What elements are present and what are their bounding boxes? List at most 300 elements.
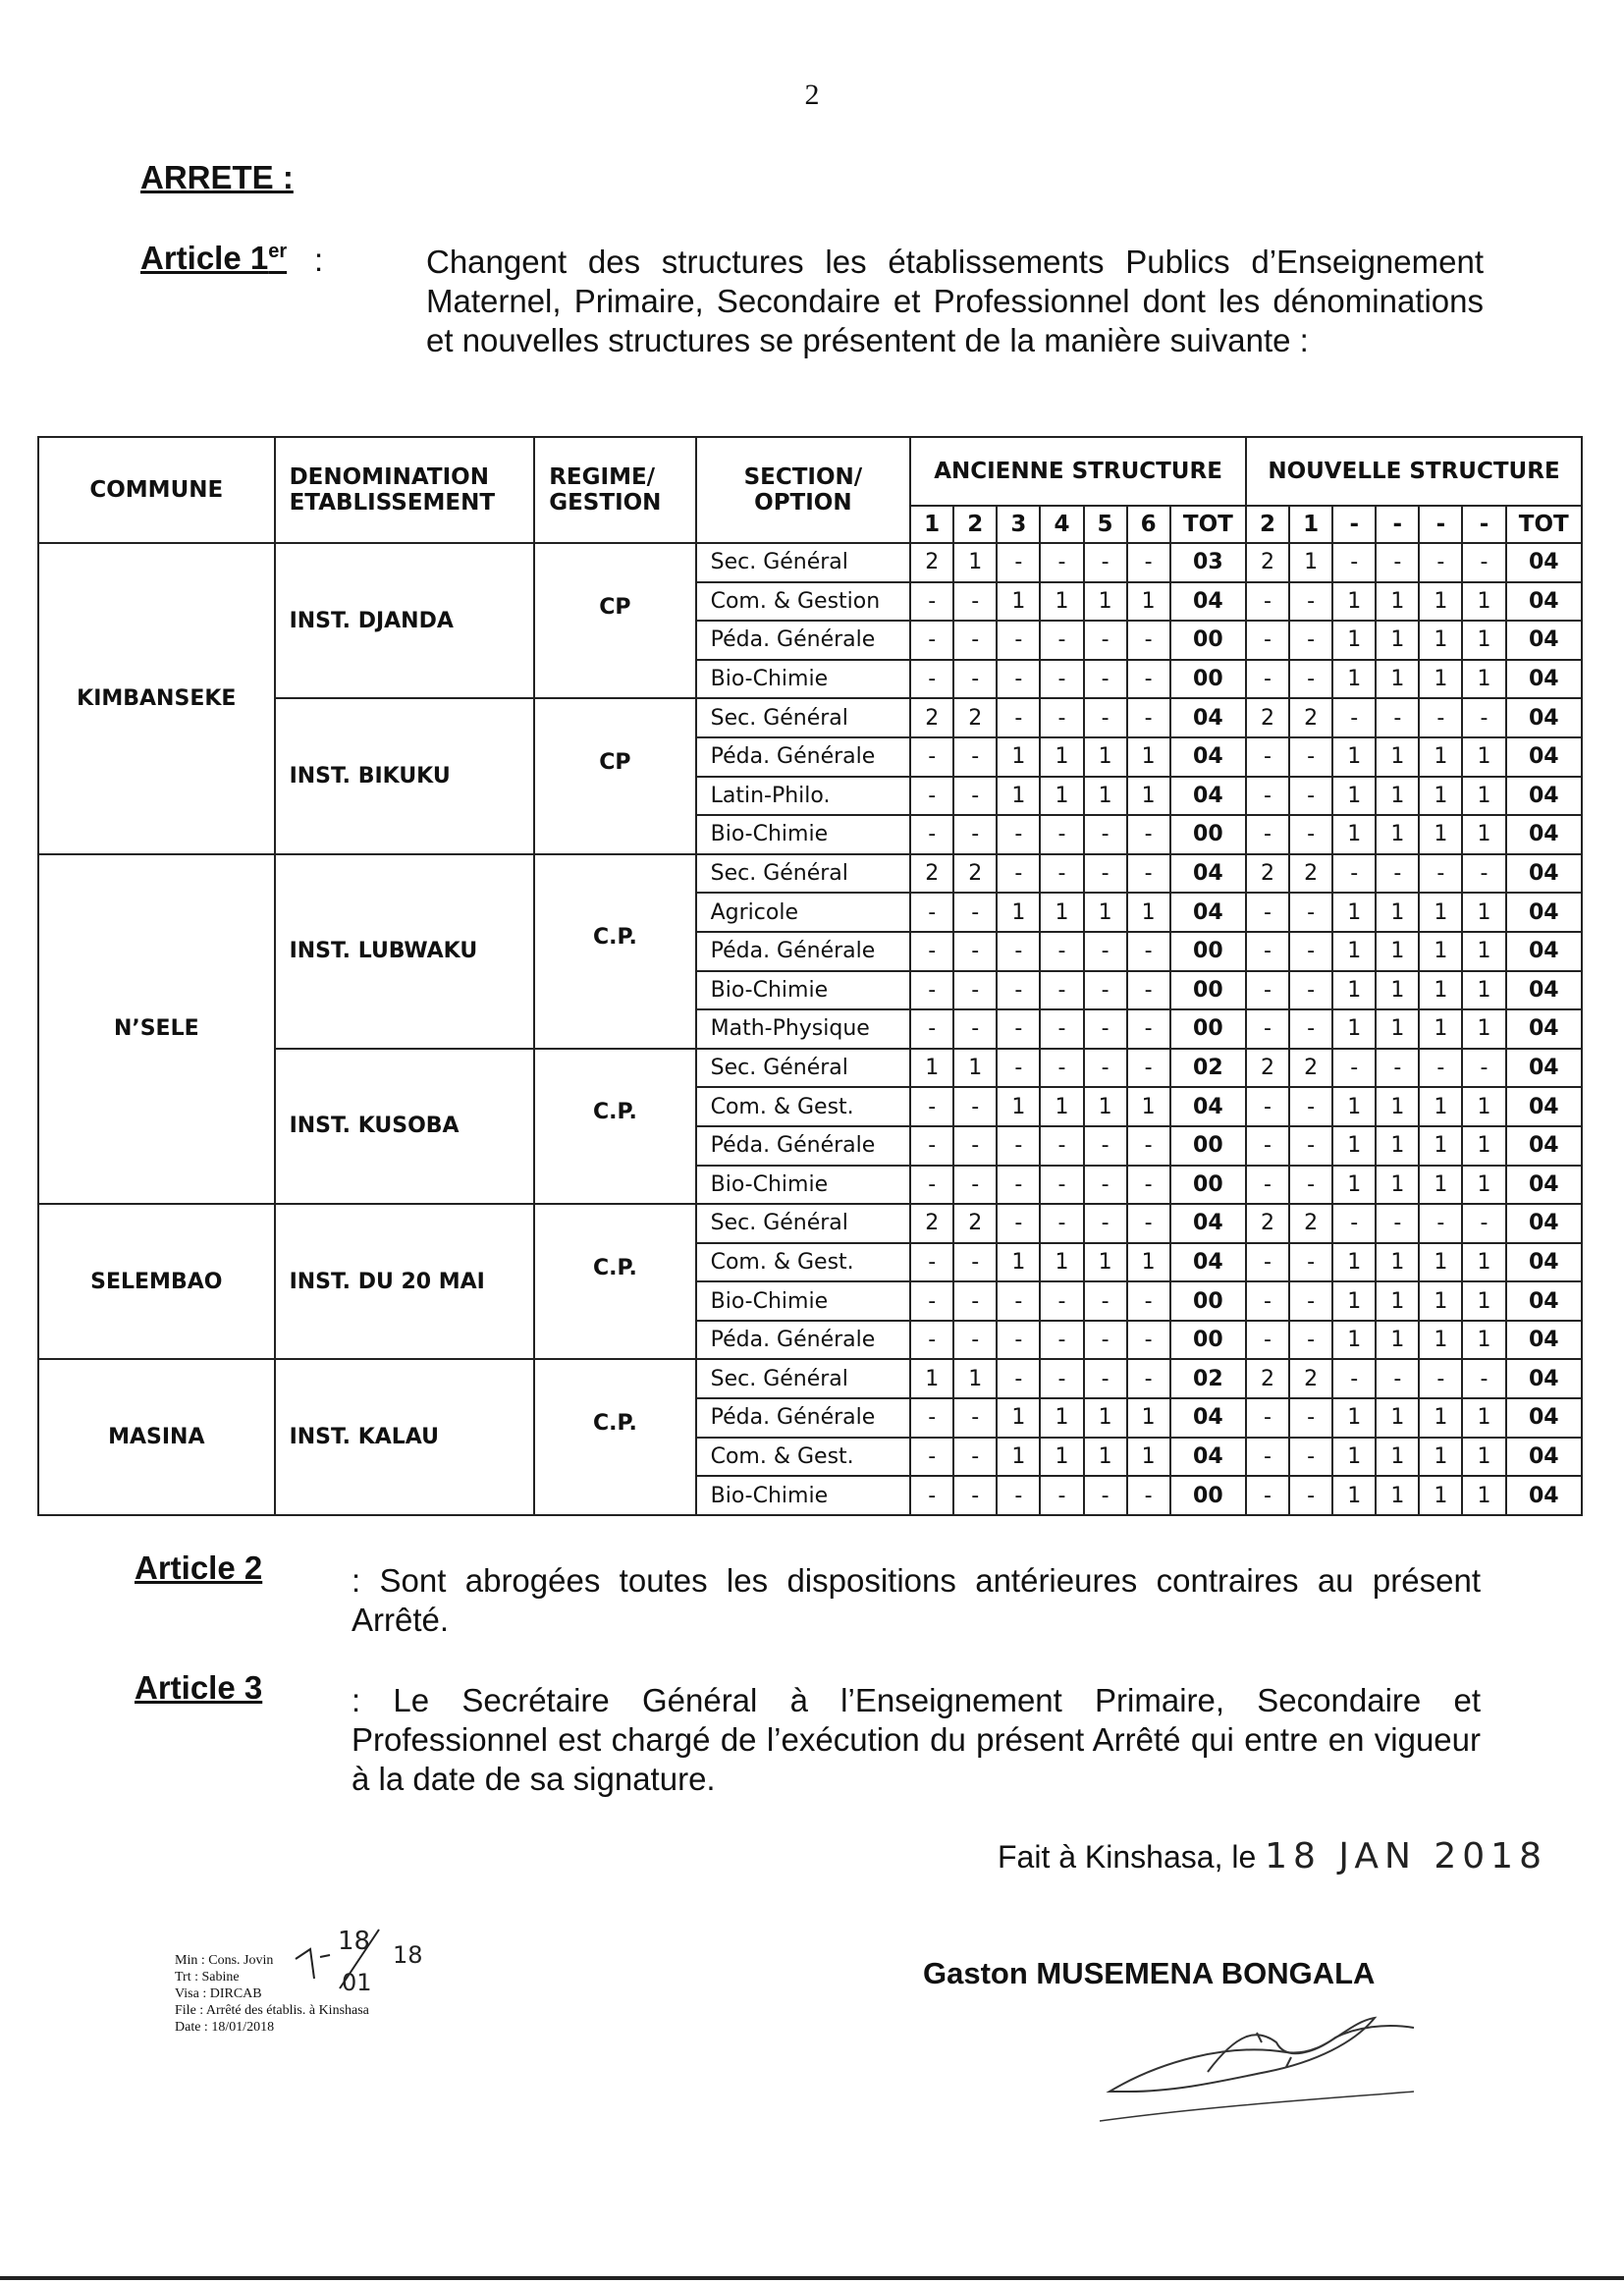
nouvelle-value-cell: 1	[1376, 1321, 1419, 1360]
nouvelle-value-cell: 1	[1419, 1166, 1462, 1205]
nouvelle-value-cell: 1	[1462, 971, 1505, 1010]
option-cell: Bio-Chimie	[696, 971, 911, 1010]
table-body	[38, 543, 1582, 1515]
ancienne-value-cell: -	[1040, 971, 1083, 1010]
ancienne-value-cell: -	[953, 660, 997, 699]
header-regime-line2: GESTION	[549, 490, 662, 516]
table-row	[38, 854, 1582, 894]
nouvelle-value-cell: -	[1419, 1049, 1462, 1088]
ancienne-value-cell: 1	[1084, 893, 1127, 932]
option-cell: Péda. Générale	[696, 1321, 911, 1360]
option-cell: Sec. Général	[696, 1049, 911, 1088]
ancienne-value-cell: 2	[953, 854, 997, 894]
option-cell: Bio-Chimie	[696, 660, 911, 699]
nouvelle-value-cell: 04	[1506, 971, 1582, 1010]
subheader-nouvelle-col: 2	[1246, 506, 1289, 543]
nouvelle-value-cell: -	[1246, 1398, 1289, 1438]
option-cell: Péda. Générale	[696, 621, 911, 660]
ancienne-value-cell: -	[1084, 971, 1127, 1010]
ancienne-value-cell: 1	[910, 1049, 953, 1088]
nouvelle-value-cell: 1	[1419, 1438, 1462, 1477]
nouvelle-value-cell: 1	[1462, 1087, 1505, 1126]
nouvelle-value-cell: 1	[1419, 1281, 1462, 1321]
nouvelle-value-cell: -	[1246, 1243, 1289, 1282]
ancienne-value-cell: -	[1127, 1281, 1170, 1321]
nouvelle-value-cell: 04	[1506, 1049, 1582, 1088]
ancienne-value-cell: 1	[953, 1049, 997, 1088]
file-info-line: Trt : Sabine	[175, 1970, 240, 1985]
nouvelle-value-cell: -	[1332, 1049, 1376, 1088]
ancienne-value-cell: -	[1127, 660, 1170, 699]
nouvelle-value-cell: 1	[1419, 893, 1462, 932]
nouvelle-value-cell: 1	[1419, 660, 1462, 699]
ancienne-value-cell: -	[997, 971, 1040, 1010]
nouvelle-value-cell: 1	[1332, 815, 1376, 854]
ancienne-value-cell: -	[997, 698, 1040, 737]
nouvelle-value-cell: 04	[1506, 1126, 1582, 1166]
ancienne-value-cell: -	[1127, 971, 1170, 1010]
regime-label: CP	[599, 750, 631, 776]
nouvelle-value-cell: 04	[1506, 543, 1582, 582]
ancienne-value-cell: 1	[997, 1438, 1040, 1477]
ancienne-value-cell: 00	[1170, 1126, 1246, 1166]
ancienne-value-cell: -	[910, 582, 953, 622]
ancienne-value-cell: 1	[1040, 737, 1083, 777]
nouvelle-value-cell: -	[1246, 815, 1289, 854]
regime-cell	[534, 543, 695, 698]
ancienne-value-cell: 04	[1170, 698, 1246, 737]
ancienne-value-cell: -	[1040, 1204, 1083, 1243]
nouvelle-value-cell: 1	[1462, 1126, 1505, 1166]
regime-cell	[534, 1049, 695, 1204]
ancienne-value-cell: -	[910, 1281, 953, 1321]
ancienne-value-cell: 04	[1170, 1204, 1246, 1243]
ancienne-value-cell: 1	[1040, 777, 1083, 816]
nouvelle-value-cell: -	[1246, 1438, 1289, 1477]
ancienne-value-cell: -	[1040, 1049, 1083, 1088]
ancienne-value-cell: 1	[1127, 893, 1170, 932]
nouvelle-value-cell: 2	[1289, 1049, 1332, 1088]
svg-text:18: 18	[393, 1941, 423, 1969]
nouvelle-value-cell: 2	[1289, 1359, 1332, 1398]
ancienne-value-cell: -	[997, 660, 1040, 699]
ancienne-value-cell: -	[997, 543, 1040, 582]
ancienne-value-cell: 00	[1170, 1166, 1246, 1205]
nouvelle-value-cell: -	[1246, 1166, 1289, 1205]
article1-colon: :	[314, 242, 324, 278]
ancienne-value-cell: 1	[1040, 893, 1083, 932]
regime-cell	[534, 854, 695, 1049]
ancienne-value-cell: -	[953, 815, 997, 854]
ancienne-value-cell: 1	[1127, 737, 1170, 777]
option-cell: Sec. Général	[696, 698, 911, 737]
ancienne-value-cell: -	[953, 932, 997, 971]
article1-label-text: Article 1	[140, 240, 269, 276]
ancienne-value-cell: -	[1127, 621, 1170, 660]
nouvelle-value-cell: 1	[1462, 1009, 1505, 1049]
ancienne-value-cell: -	[1040, 543, 1083, 582]
ancienne-value-cell: 04	[1170, 777, 1246, 816]
nouvelle-value-cell: -	[1246, 1126, 1289, 1166]
ancienne-value-cell: -	[1040, 1009, 1083, 1049]
nouvelle-value-cell: -	[1376, 1049, 1419, 1088]
nouvelle-value-cell: 04	[1506, 1166, 1582, 1205]
nouvelle-value-cell: 1	[1376, 1398, 1419, 1438]
nouvelle-value-cell: 1	[1462, 1281, 1505, 1321]
ancienne-value-cell: -	[997, 1049, 1040, 1088]
nouvelle-value-cell: 2	[1246, 698, 1289, 737]
commune-cell: KIMBANSEKE	[38, 543, 275, 854]
ancienne-value-cell: 04	[1170, 1438, 1246, 1477]
ancienne-value-cell: 1	[953, 1359, 997, 1398]
document-heading: ARRETE :	[140, 159, 294, 195]
option-cell: Com. & Gestion	[696, 582, 911, 622]
nouvelle-value-cell: -	[1246, 1281, 1289, 1321]
svg-text:01: 01	[342, 1969, 372, 1996]
ancienne-value-cell: -	[1040, 660, 1083, 699]
ancienne-value-cell: -	[997, 1359, 1040, 1398]
option-cell: Com. & Gest.	[696, 1243, 911, 1282]
nouvelle-value-cell: -	[1289, 1321, 1332, 1360]
regime-label: C.P.	[592, 925, 637, 951]
nouvelle-value-cell: -	[1289, 1087, 1332, 1126]
nouvelle-value-cell: 1	[1462, 1166, 1505, 1205]
ancienne-value-cell: 1	[1127, 777, 1170, 816]
ancienne-value-cell: 00	[1170, 1321, 1246, 1360]
ancienne-value-cell: -	[953, 1009, 997, 1049]
nouvelle-value-cell: 1	[1376, 893, 1419, 932]
handwritten-date-stamp: 18 JAN 2018	[1265, 1836, 1547, 1876]
nouvelle-value-cell: 1	[1376, 1166, 1419, 1205]
option-cell: Sec. Général	[696, 854, 911, 894]
ancienne-value-cell: 00	[1170, 1281, 1246, 1321]
header-ancienne: ANCIENNE STRUCTURE	[910, 437, 1246, 506]
ancienne-value-cell: -	[1084, 1166, 1127, 1205]
nouvelle-value-cell: -	[1289, 932, 1332, 971]
nouvelle-value-cell: 1	[1376, 660, 1419, 699]
nouvelle-value-cell: 2	[1289, 698, 1332, 737]
nouvelle-value-cell: 1	[1462, 1243, 1505, 1282]
nouvelle-value-cell: 1	[1332, 1321, 1376, 1360]
nouvelle-value-cell: 1	[1419, 1009, 1462, 1049]
subheader-ancienne-col: TOT	[1170, 506, 1246, 543]
nouvelle-value-cell: -	[1376, 543, 1419, 582]
ancienne-value-cell: -	[1084, 932, 1127, 971]
nouvelle-value-cell: -	[1246, 660, 1289, 699]
ancienne-value-cell: -	[1084, 854, 1127, 894]
ancienne-value-cell: -	[1084, 815, 1127, 854]
ancienne-value-cell: -	[1040, 1281, 1083, 1321]
signatory-name: Gaston MUSEMENA BONGALA	[923, 1956, 1376, 1990]
header-section	[696, 437, 911, 543]
nouvelle-value-cell: 1	[1419, 1476, 1462, 1515]
option-cell: Péda. Générale	[696, 1398, 911, 1438]
nouvelle-value-cell: -	[1289, 582, 1332, 622]
header-section-line2: OPTION	[754, 490, 852, 516]
ancienne-value-cell: -	[953, 1166, 997, 1205]
ancienne-value-cell: 02	[1170, 1359, 1246, 1398]
subheader-ancienne-col: 3	[997, 506, 1040, 543]
ancienne-value-cell: -	[1127, 698, 1170, 737]
option-cell: Bio-Chimie	[696, 1476, 911, 1515]
ancienne-value-cell: -	[953, 1281, 997, 1321]
ancienne-value-cell: -	[910, 1126, 953, 1166]
ancienne-value-cell: -	[1040, 1359, 1083, 1398]
ancienne-value-cell: 00	[1170, 932, 1246, 971]
ancienne-value-cell: -	[910, 1243, 953, 1282]
nouvelle-value-cell: 1	[1419, 1398, 1462, 1438]
nouvelle-value-cell: -	[1246, 737, 1289, 777]
ancienne-value-cell: -	[1084, 1009, 1127, 1049]
ancienne-value-cell: -	[910, 932, 953, 971]
ancienne-value-cell: -	[910, 737, 953, 777]
ancienne-value-cell: -	[997, 932, 1040, 971]
subheader-nouvelle-col: TOT	[1506, 506, 1582, 543]
nouvelle-value-cell: -	[1289, 1126, 1332, 1166]
ancienne-value-cell: -	[1127, 932, 1170, 971]
ancienne-value-cell: -	[1084, 621, 1127, 660]
ancienne-value-cell: 1	[1040, 1398, 1083, 1438]
ancienne-value-cell: -	[1084, 1049, 1127, 1088]
ancienne-value-cell: -	[1040, 1166, 1083, 1205]
nouvelle-value-cell: 04	[1506, 893, 1582, 932]
nouvelle-value-cell: -	[1332, 1204, 1376, 1243]
nouvelle-value-cell: -	[1462, 543, 1505, 582]
nouvelle-value-cell: 1	[1462, 777, 1505, 816]
ancienne-value-cell: 2	[953, 698, 997, 737]
regime-cell	[534, 1204, 695, 1359]
nouvelle-value-cell: -	[1246, 971, 1289, 1010]
subheader-ancienne-col: 2	[953, 506, 997, 543]
article1-label-sup: er	[268, 241, 288, 262]
table-row	[38, 1359, 1582, 1398]
page-number: 2	[804, 79, 820, 111]
ancienne-value-cell: -	[997, 815, 1040, 854]
option-cell: Bio-Chimie	[696, 815, 911, 854]
ancienne-value-cell: 1	[1127, 1438, 1170, 1477]
nouvelle-value-cell: -	[1289, 621, 1332, 660]
regime-cell	[534, 1359, 695, 1514]
ancienne-value-cell: -	[1084, 1321, 1127, 1360]
nouvelle-value-cell: 04	[1506, 1243, 1582, 1282]
header-denomination-line1: DENOMINATION	[289, 464, 489, 490]
ancienne-value-cell: 04	[1170, 1087, 1246, 1126]
nouvelle-value-cell: 04	[1506, 660, 1582, 699]
subheader-ancienne-col: 1	[910, 506, 953, 543]
ancienne-value-cell: 04	[1170, 1398, 1246, 1438]
nouvelle-value-cell: 1	[1332, 1438, 1376, 1477]
ancienne-value-cell: 1	[953, 543, 997, 582]
establishment-cell: INST. LUBWAKU	[275, 854, 535, 1049]
nouvelle-value-cell: 1	[1376, 1438, 1419, 1477]
ancienne-value-cell: 1	[997, 893, 1040, 932]
nouvelle-value-cell: 1	[1462, 815, 1505, 854]
ancienne-value-cell: 2	[910, 1204, 953, 1243]
option-cell: Com. & Gest.	[696, 1087, 911, 1126]
nouvelle-value-cell: 1	[1462, 932, 1505, 971]
option-cell: Sec. Général	[696, 1204, 911, 1243]
nouvelle-value-cell: 2	[1246, 543, 1289, 582]
ancienne-value-cell: -	[953, 777, 997, 816]
ancienne-value-cell: -	[1040, 698, 1083, 737]
option-cell: Com. & Gest.	[696, 1438, 911, 1477]
nouvelle-value-cell: 2	[1289, 1204, 1332, 1243]
ancienne-value-cell: -	[1127, 1049, 1170, 1088]
ancienne-value-cell: 1	[1084, 1243, 1127, 1282]
commune-cell: SELEMBAO	[38, 1204, 275, 1359]
nouvelle-value-cell: -	[1289, 893, 1332, 932]
nouvelle-value-cell: -	[1246, 1321, 1289, 1360]
nouvelle-value-cell: 04	[1506, 815, 1582, 854]
ancienne-value-cell: 1	[997, 1243, 1040, 1282]
nouvelle-value-cell: 1	[1332, 777, 1376, 816]
ancienne-value-cell: -	[953, 971, 997, 1010]
ancienne-value-cell: -	[1084, 698, 1127, 737]
ancienne-value-cell: 1	[1127, 1087, 1170, 1126]
nouvelle-value-cell: -	[1289, 737, 1332, 777]
nouvelle-value-cell: -	[1419, 1359, 1462, 1398]
ancienne-value-cell: 1	[997, 1398, 1040, 1438]
nouvelle-value-cell: 1	[1419, 971, 1462, 1010]
option-cell: Bio-Chimie	[696, 1281, 911, 1321]
subheader-nouvelle-col: 1	[1289, 506, 1332, 543]
nouvelle-value-cell: 1	[1462, 1438, 1505, 1477]
regime-label: C.P.	[592, 1411, 637, 1437]
ancienne-value-cell: -	[1084, 660, 1127, 699]
ancienne-value-cell: 04	[1170, 582, 1246, 622]
nouvelle-value-cell: -	[1289, 1438, 1332, 1477]
nouvelle-value-cell: -	[1332, 543, 1376, 582]
option-cell: Péda. Générale	[696, 737, 911, 777]
ancienne-value-cell: -	[1084, 543, 1127, 582]
ancienne-value-cell: -	[1084, 1204, 1127, 1243]
ancienne-value-cell: -	[1040, 1476, 1083, 1515]
ancienne-value-cell: 03	[1170, 543, 1246, 582]
ancienne-value-cell: -	[1127, 1321, 1170, 1360]
nouvelle-value-cell: 04	[1506, 1204, 1582, 1243]
ancienne-value-cell: 00	[1170, 971, 1246, 1010]
nouvelle-value-cell: -	[1419, 543, 1462, 582]
nouvelle-value-cell: 1	[1376, 1476, 1419, 1515]
ancienne-value-cell: -	[1040, 854, 1083, 894]
nouvelle-value-cell: 2	[1289, 854, 1332, 894]
establishment-cell: INST. KUSOBA	[275, 1049, 535, 1204]
svg-text:18: 18	[338, 1927, 371, 1956]
ancienne-value-cell: -	[910, 1087, 953, 1126]
nouvelle-value-cell: 1	[1332, 932, 1376, 971]
nouvelle-value-cell: 1	[1376, 971, 1419, 1010]
nouvelle-value-cell: 1	[1376, 815, 1419, 854]
nouvelle-value-cell: -	[1289, 1009, 1332, 1049]
nouvelle-value-cell: 04	[1506, 1087, 1582, 1126]
nouvelle-value-cell: 1	[1419, 1087, 1462, 1126]
nouvelle-value-cell: 04	[1506, 1359, 1582, 1398]
nouvelle-value-cell: 1	[1462, 1398, 1505, 1438]
nouvelle-value-cell: -	[1332, 854, 1376, 894]
nouvelle-value-cell: 1	[1376, 1243, 1419, 1282]
establishment-cell: INST. BIKUKU	[275, 698, 535, 853]
handwritten-signature	[1090, 1984, 1443, 2131]
option-cell: Péda. Générale	[696, 1126, 911, 1166]
article2-text: : Sont abrogées toutes les dispositions antérieures contraires au présent Arrêté.	[352, 1562, 1481, 1638]
table-header-row	[38, 437, 1582, 506]
ancienne-value-cell: -	[997, 1166, 1040, 1205]
nouvelle-value-cell: 04	[1506, 1438, 1582, 1477]
nouvelle-value-cell: 1	[1332, 1087, 1376, 1126]
nouvelle-value-cell: 2	[1246, 854, 1289, 894]
subheader-nouvelle-col: -	[1462, 506, 1505, 543]
ancienne-value-cell: 2	[910, 854, 953, 894]
ancienne-value-cell: -	[1127, 1359, 1170, 1398]
nouvelle-value-cell: 04	[1506, 1009, 1582, 1049]
nouvelle-value-cell: 1	[1332, 893, 1376, 932]
nouvelle-value-cell: -	[1246, 621, 1289, 660]
table-row	[38, 1204, 1582, 1243]
ancienne-value-cell: -	[1127, 1476, 1170, 1515]
file-info-line: Visa : DIRCAB	[175, 1986, 262, 2001]
bottom-border-line	[0, 2276, 1624, 2280]
nouvelle-value-cell: 1	[1332, 1243, 1376, 1282]
ancienne-value-cell: 1	[997, 582, 1040, 622]
nouvelle-value-cell: 1	[1332, 1476, 1376, 1515]
ancienne-value-cell: -	[1084, 1126, 1127, 1166]
ancienne-value-cell: -	[910, 893, 953, 932]
ancienne-value-cell: 1	[997, 737, 1040, 777]
nouvelle-value-cell: -	[1332, 698, 1376, 737]
option-cell: Bio-Chimie	[696, 1166, 911, 1205]
nouvelle-value-cell: -	[1289, 660, 1332, 699]
ancienne-value-cell: 04	[1170, 737, 1246, 777]
nouvelle-value-cell: 1	[1419, 932, 1462, 971]
regime-label: C.P.	[592, 1100, 637, 1125]
file-info-line: Min : Cons. Jovin	[175, 1953, 274, 1968]
ancienne-value-cell: 1	[1084, 777, 1127, 816]
subheader-ancienne-col: 6	[1127, 506, 1170, 543]
ancienne-value-cell: -	[1040, 621, 1083, 660]
ancienne-value-cell: -	[910, 660, 953, 699]
ancienne-value-cell: -	[1040, 1126, 1083, 1166]
ancienne-value-cell: -	[1127, 854, 1170, 894]
ancienne-value-cell: 1	[1084, 1087, 1127, 1126]
ancienne-value-cell: -	[953, 1126, 997, 1166]
ancienne-value-cell: 1	[1040, 582, 1083, 622]
ancienne-value-cell: 04	[1170, 893, 1246, 932]
nouvelle-value-cell: -	[1246, 932, 1289, 971]
ancienne-value-cell: -	[953, 1243, 997, 1282]
nouvelle-value-cell: 04	[1506, 1476, 1582, 1515]
ancienne-value-cell: -	[1127, 1204, 1170, 1243]
nouvelle-value-cell: -	[1289, 971, 1332, 1010]
nouvelle-value-cell: 1	[1419, 621, 1462, 660]
nouvelle-value-cell: 1	[1332, 1281, 1376, 1321]
ancienne-value-cell: -	[953, 1087, 997, 1126]
nouvelle-value-cell: 2	[1246, 1204, 1289, 1243]
structure-table	[37, 436, 1583, 1516]
ancienne-value-cell: -	[953, 1476, 997, 1515]
ancienne-value-cell: 1	[997, 777, 1040, 816]
commune-cell: N’SELE	[38, 854, 275, 1204]
ancienne-value-cell: 1	[1127, 1398, 1170, 1438]
nouvelle-value-cell: 1	[1376, 1126, 1419, 1166]
ancienne-value-cell: -	[1127, 1009, 1170, 1049]
ancienne-value-cell: -	[910, 971, 953, 1010]
ancienne-value-cell: 1	[1040, 1243, 1083, 1282]
header-nouvelle: NOUVELLE STRUCTURE	[1246, 437, 1582, 506]
file-info-line: Date : 18/01/2018	[175, 2020, 275, 2035]
nouvelle-value-cell: -	[1289, 1476, 1332, 1515]
nouvelle-value-cell: 04	[1506, 737, 1582, 777]
ancienne-value-cell: 1	[910, 1359, 953, 1398]
